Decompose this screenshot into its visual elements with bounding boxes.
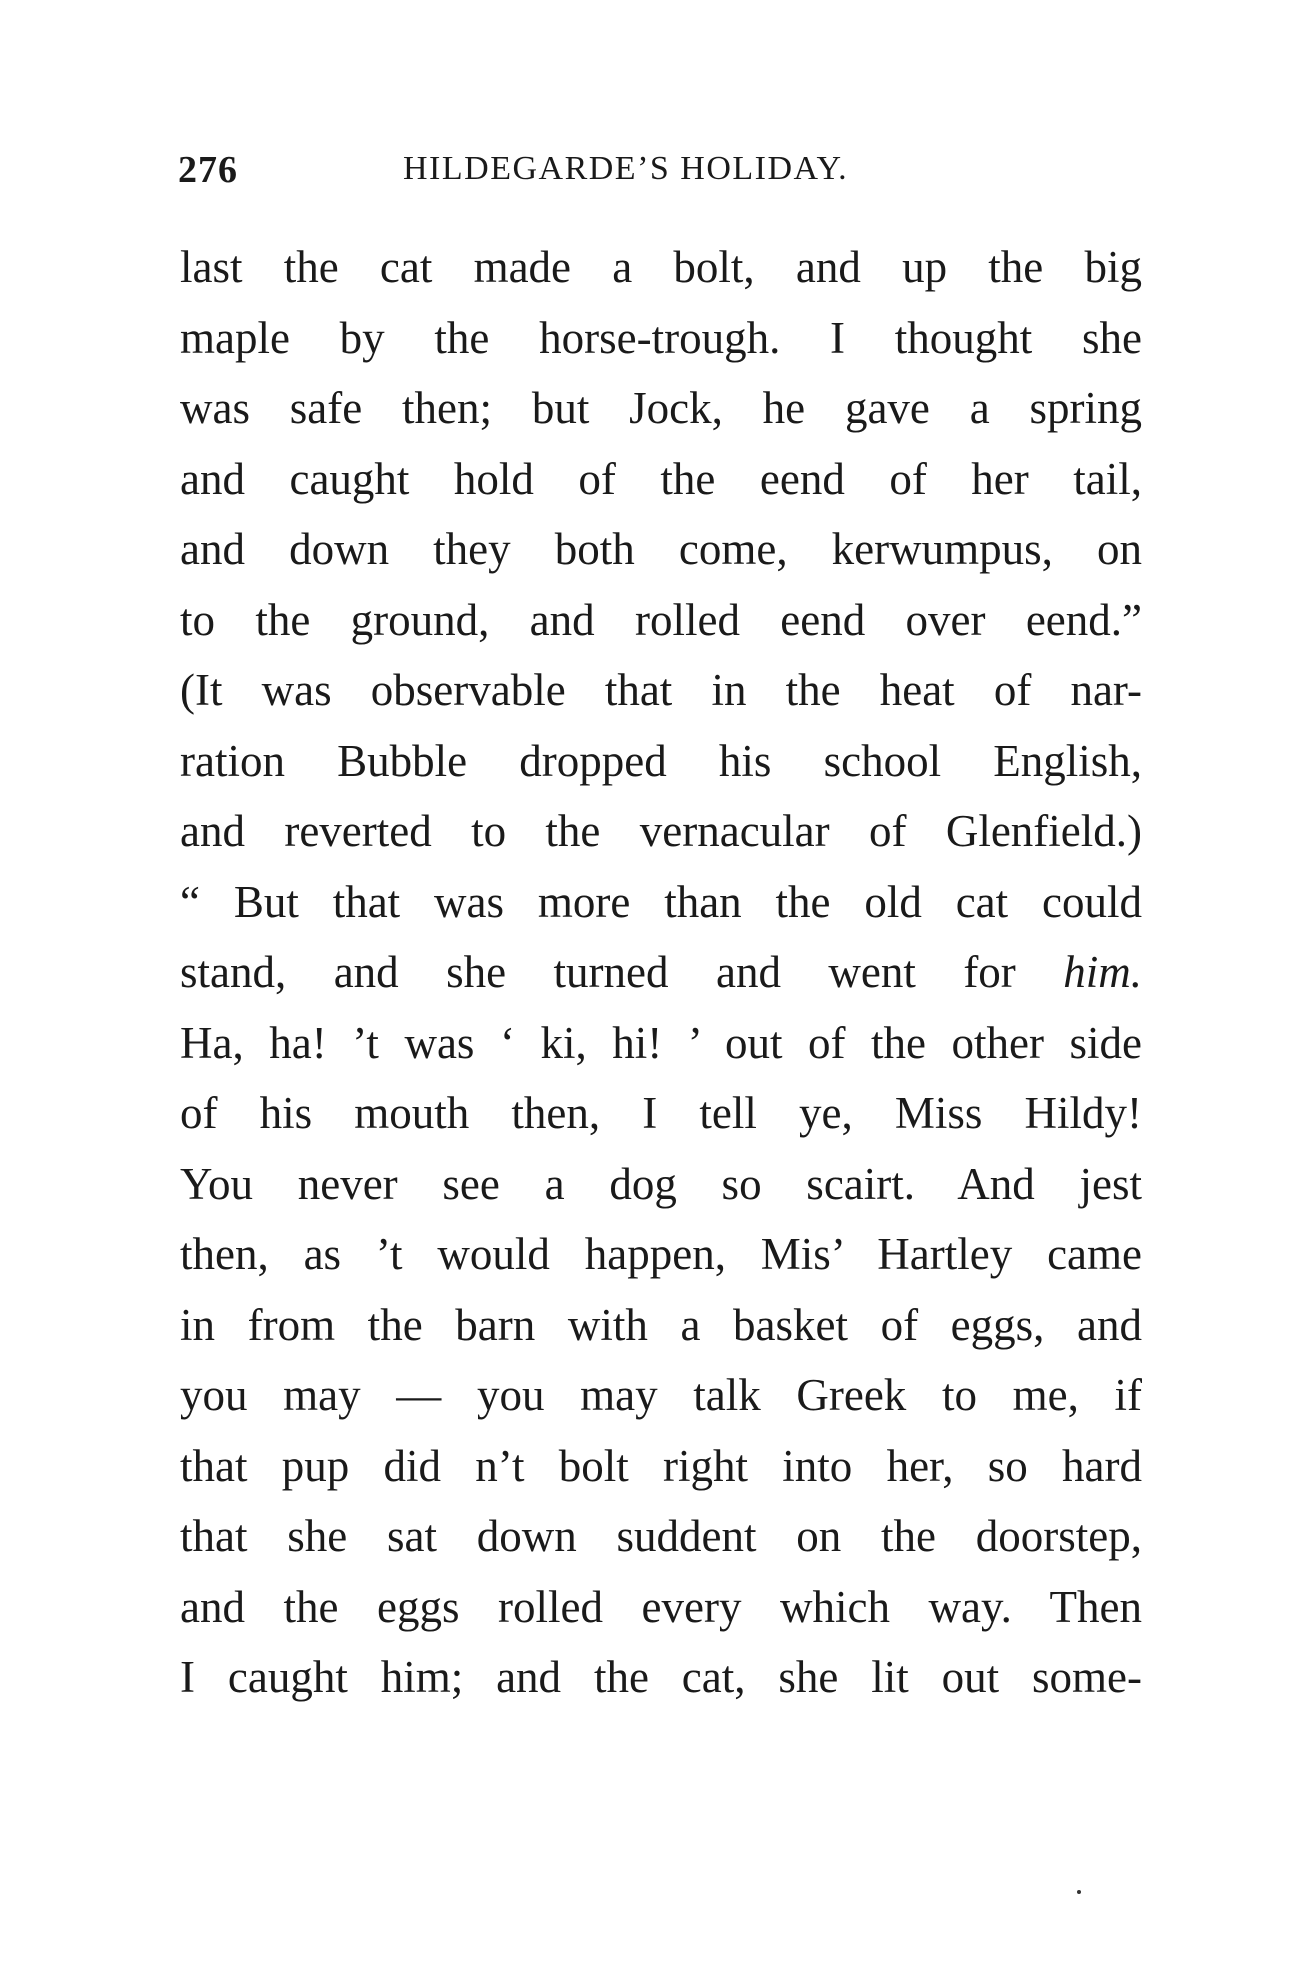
text-line: and reverted to the vernacular of Glenfield.) <box>180 806 1142 856</box>
text-line: and the eggs rolled every which way. Then <box>180 1581 1142 1632</box>
text-line: then, as ’t would happen, Mis’ Hartley came <box>180 1229 1142 1279</box>
page-number: 276 <box>178 149 238 191</box>
text-line: “ But that was more than the old cat could <box>180 876 1142 927</box>
page-header <box>178 148 1138 208</box>
text-line: that she sat down suddent on the doorstep, <box>180 1511 1142 1561</box>
text-line: (It was observable that in the heat of nar- <box>180 665 1142 715</box>
text-line: You never see a dog so scairt. And jest <box>180 1158 1142 1209</box>
text-line: that pup did n’t bolt right into her, so hard <box>180 1440 1142 1491</box>
text-line: was safe then; but Jock, he gave a spring <box>180 383 1142 433</box>
text-line: ration Bubble dropped his school English, <box>180 735 1142 786</box>
text-line: maple by the horse-trough. I thought she <box>180 312 1142 363</box>
running-head: HILDEGARDE’S HOLIDAY. <box>403 150 849 187</box>
emphasis-text: him. <box>1063 947 1142 997</box>
text-line: last the cat made a bolt, and up the big <box>180 242 1142 292</box>
text-line: and down they both come, kerwumpus, on <box>180 524 1142 574</box>
text-line: you may — you may talk Greek to me, if <box>180 1370 1142 1420</box>
text-line: I caught him; and the cat, she lit out some- <box>180 1652 1142 1702</box>
text-line: in from the barn with a basket of eggs, and <box>180 1299 1142 1350</box>
text-line: stand, and she turned and went for him. <box>180 947 1142 997</box>
text-line: and caught hold of the eend of her tail, <box>180 453 1142 504</box>
body-text <box>180 232 1142 1713</box>
text-line: Ha, ha! ’t was ‘ ki, hi! ’ out of the other side <box>180 1017 1142 1068</box>
text-line: of his mouth then, I tell ye, Miss Hildy! <box>180 1088 1142 1138</box>
text-line: to the ground, and rolled eend over eend.” <box>180 594 1142 645</box>
print-speck <box>1077 1890 1081 1894</box>
